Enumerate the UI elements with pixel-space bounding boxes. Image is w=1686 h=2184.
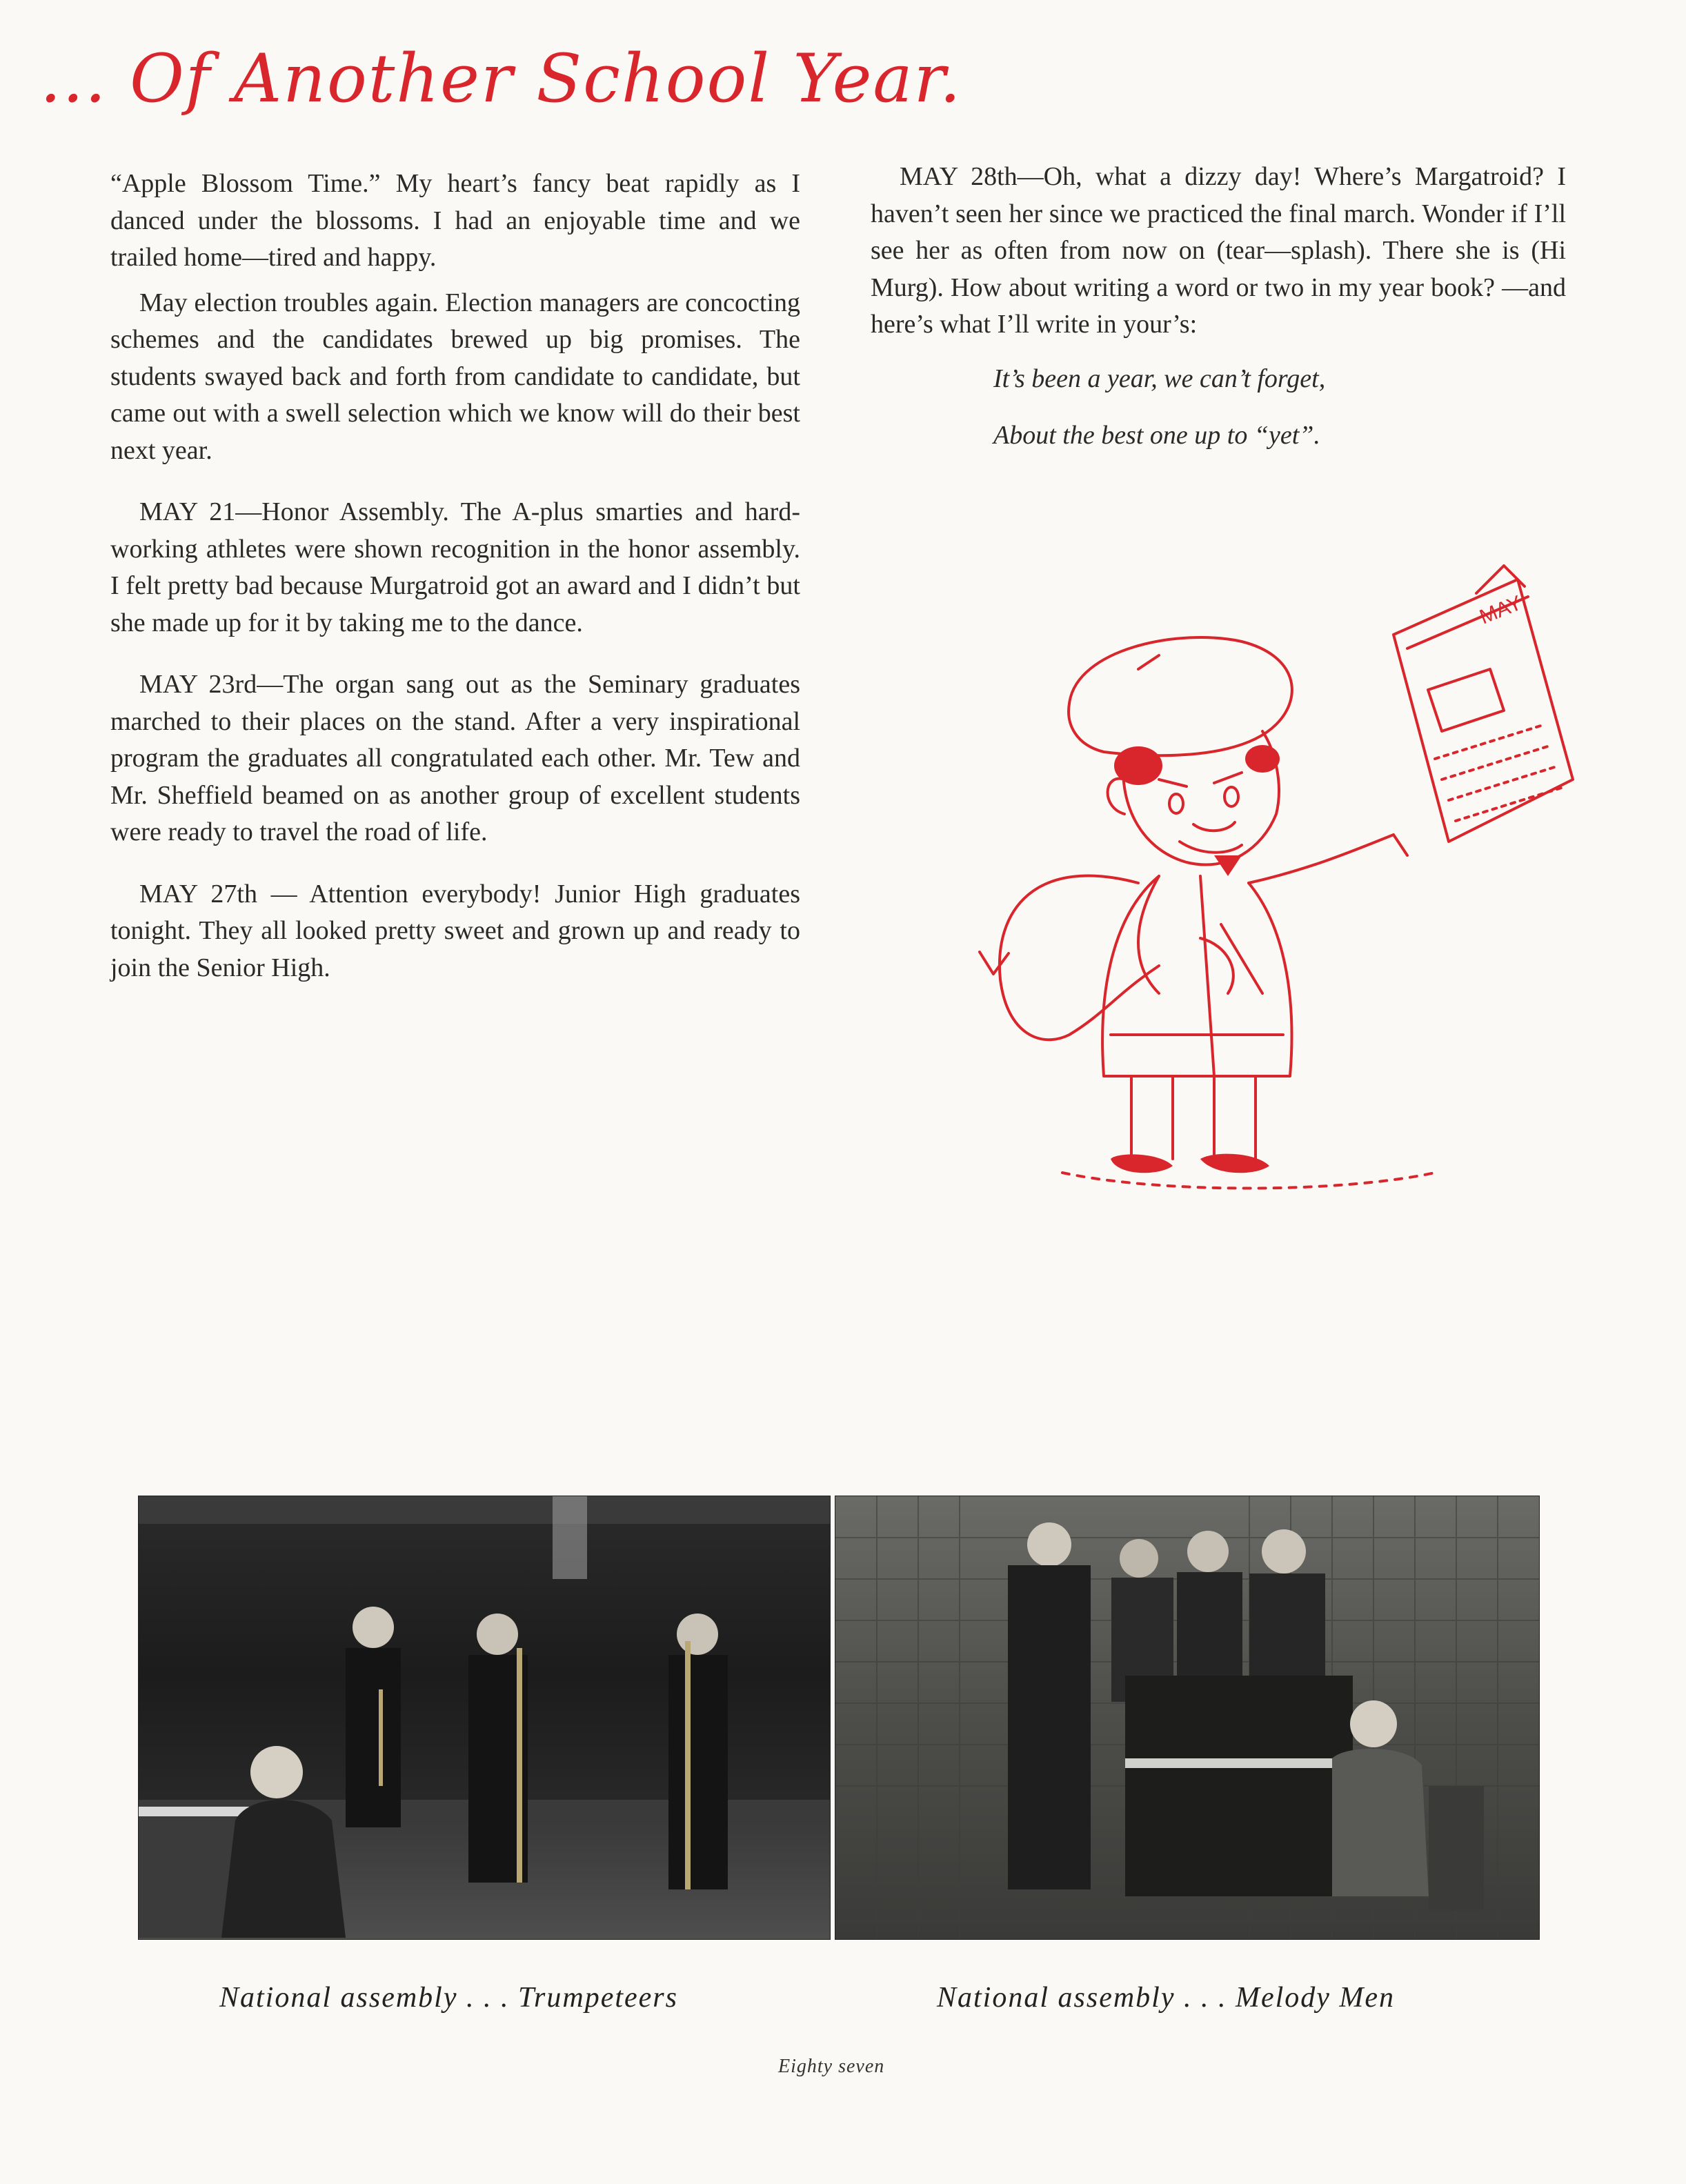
paragraph-may-23: MAY 23rd—The organ sang out as the Seminary graduates marched to their places on the stand. After a very inspirational program the graduates all congratulated each other. Mr. Tew and Mr. Sheffield beamed on as another group of excellent students were ready to travel the road of life. (110, 670, 800, 846)
calendar-label: MAY (1476, 591, 1525, 629)
paragraph-may-28: MAY 28th—Oh, what a dizzy day! Where’s Margatroid? I haven’t seen her since we practiced the final march. Wonder if I’ll see her as often from now on (tear—splash). There she is (Hi Murg). How about writing a word or two in my year book? —and here’s what I’ll write in your’s: (871, 162, 1566, 339)
page-number: Eighty seven (778, 2056, 885, 2077)
paragraph-may-21: MAY 21—Honor Assembly. The A-plus smarties and hard-working athletes were shown recognition in the honor assembly. I felt pretty bad because Murgatroid got an award and I didn’t but she made up for it by taking me to the dance. (110, 497, 800, 637)
devil-cartoon-illustration (952, 552, 1600, 1214)
verse (993, 350, 1566, 464)
photo-trumpeteers (138, 1496, 831, 1940)
paragraph-apple-blossom: “Apple Blossom Time.” My heart’s fancy beat rapidly as I danced under the blossoms. I had an enjoyable time and we trailed home—tired and happy. (110, 169, 800, 272)
photo-melody-men (835, 1496, 1540, 1940)
caption-trumpeteers: National assembly . . . Trumpeteers (219, 1982, 678, 2014)
verse-line-1: It’s been a year, we can’t forget, (993, 364, 1326, 393)
paragraph-election: May election troubles again. Election managers are concocting schemes and the candidates brewed up big promises. The students swayed back and forth from candidate to candidate, but came out with a swell selection which we know will do their best next year. (110, 288, 800, 465)
left-column (110, 166, 800, 986)
paragraph-may-27: MAY 27th — Attention everybody! Junior High graduates tonight. They all looked pretty sweet and grown up and ready to join the Senior High. (110, 879, 800, 982)
caption-melody-men: National assembly . . . Melody Men (937, 1982, 1396, 2014)
right-column (871, 159, 1566, 464)
verse-line-2: About the best one up to “yet”. (993, 420, 1320, 450)
page-heading: ... Of Another School Year. (40, 40, 962, 117)
